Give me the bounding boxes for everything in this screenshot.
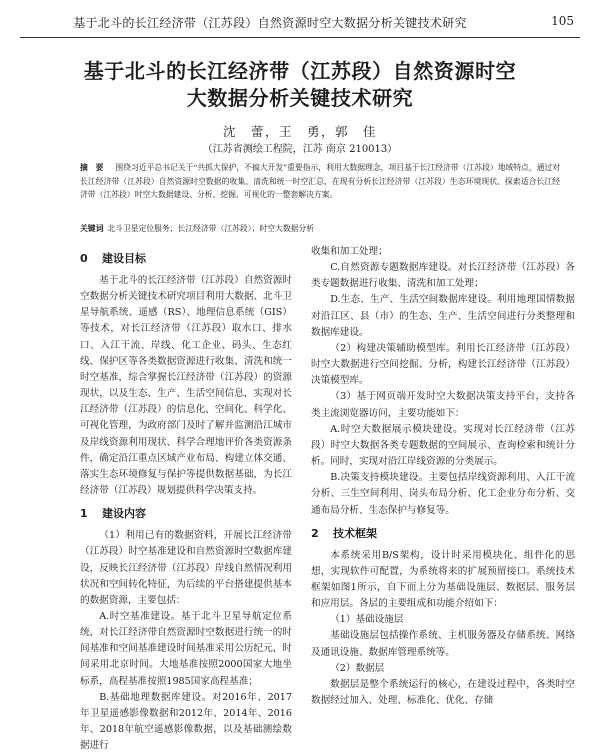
abstract-label: 摘 要 bbox=[80, 163, 104, 172]
abstract bbox=[80, 161, 560, 202]
keywords-text: 北斗卫星定位服务；长江经济带（江苏段）；时空大数据分析 bbox=[107, 224, 315, 233]
keywords-label: 关键词 bbox=[80, 224, 104, 233]
paragraph: 本系统采用B/S架构，设计时采用模块化、组件化的思想，实现软件可配置，为系统将来的扩展预留接口。系统技术框架如图1所示，自下而上分为基础设施层、数据层、服务层和应用层。各层的主要组成和功能介绍如下： bbox=[311, 549, 575, 610]
page-number: 105 bbox=[551, 14, 574, 28]
paragraph: A.时空基准建设。基于北斗卫星导航定位系统，对长江经济带自然资源时空数据进行统一的时间基准和空间基准建设时间基准采用公历纪元，时间采用北京时间。大地基准按照2000国家大地坐标系，高程基准按照1985国家高程基准； bbox=[80, 610, 292, 687]
paper-title-line-2: 大数据分析关键技术研究 bbox=[186, 86, 414, 110]
paper-title bbox=[30, 58, 570, 112]
paragraph: B.基础地理数据库建设。对2016年、2017年卫星遥感影像数据和2012年、2014年、2016年、2018年航空遥感影像数据，以及基础测绘数据进行 bbox=[80, 691, 292, 752]
section-number: 0 bbox=[80, 252, 88, 265]
keywords bbox=[80, 222, 560, 235]
right-column bbox=[311, 244, 575, 709]
section-number: 1 bbox=[80, 507, 88, 521]
subheading: （2）数据层 bbox=[330, 662, 385, 674]
paragraph: 数据层是整个系统运行的核心，在建设过程中，各类时空数据经过加入、处理、标准化、优化、存储 bbox=[311, 678, 575, 707]
paragraph: 收集和加工处理； bbox=[311, 246, 388, 257]
paragraph: C.自然资源专题数据库建设。对长江经济带（江苏段）各类专题数据进行收集、清洗和加工处理； bbox=[311, 262, 575, 290]
section-heading bbox=[80, 250, 292, 268]
section-title: 建设内容 bbox=[102, 507, 146, 521]
section-title: 技术框架 bbox=[333, 526, 377, 540]
paragraph: A.时空大数据展示模块建设。实现对长江经济带（江苏段）时空大数据各类专题数据的空间展示、查询检索和统计分析。同时，实现对沿江岸线资源的分类展示。 bbox=[311, 423, 575, 468]
paragraph: （2）构建决策辅助模型库。利用长江经济带（江苏段）时空大数据进行空间挖掘、分析，构建长江经济带（江苏段）决策模型库。 bbox=[311, 342, 575, 387]
section-title: 建设目标 bbox=[102, 252, 146, 265]
running-head bbox=[20, 8, 580, 38]
section-heading bbox=[80, 505, 292, 523]
paper-title-line-1: 基于北斗的长江经济带（江苏段）自然资源时空 bbox=[83, 59, 517, 83]
paragraph: 基础设施层包括操作系统、主机服务器及存储系统、网络及通讯设施、数据库管理系统等。 bbox=[311, 630, 575, 658]
paragraph: （1）利用已有的数据资料，开展长江经济带（江苏段）时空基准建设和自然资源时空数据库建设，反映长江经济带（江苏段）岸线自然情况利用状况和空间转化特征，为后续的平台搭建提供基本的数据资源，主要包括： bbox=[80, 530, 292, 606]
paragraph: B.决策支持模块建设。主要包括岸线资源利用、入江干流分析、三生空间利用、岗头布局分析、化工企业分布分析、交通布局分析、生态保护与修复等。 bbox=[311, 472, 575, 516]
paragraph: （3）基于网页端开发时空大数据决策支持平台，支持各类主流浏览器访问，主要功能如下： bbox=[311, 391, 575, 419]
authors: 沈 蕾，王 勇，郭 佳 bbox=[222, 124, 377, 139]
section-heading bbox=[311, 525, 575, 543]
left-column bbox=[80, 244, 292, 754]
running-head-title: 基于北斗的长江经济带（江苏段）自然资源时空大数据分析关键技术研究 bbox=[73, 16, 467, 30]
abstract-text: 围绕习近平总书记关于“共抓大保护，不搞大开发”重要指示，利用大数据理念，项目基于长江经济带（江苏段）地域特点，通过对长江经济带（江苏段）自然资源时空数据的收集、清洗和统一时空汇总，在现有分析长江经济带（江苏段）生态环境现状、探索适合长江经济带（江苏段）时空大数据建设、分析、挖掘、可视化的一整套解决方案。 bbox=[80, 163, 561, 200]
paragraph: D.生态、生产、生活空间数据库建设。利用地理国情数据对沿江区、县（市）的生态、生产、生活空间进行分类整理和数据库建设。 bbox=[311, 294, 575, 338]
subheading: （1）基础设施层 bbox=[330, 614, 404, 626]
section-number: 2 bbox=[311, 526, 319, 540]
paragraph: 基于北斗的长江经济带（江苏段）自然资源时空数据分析关键技术研究项目利用大数据、北斗卫星导航系统、遥感（RS）、地理信息系统（GIS）等技术，对长江经济带（江苏段）取水口、排水口、入江干流、岸线、化工企业、码头、生态红线、保护区等各类数据资源进行收集、清洗和统一时空基准，综合掌握长江经济带（江苏段）的资源现状，以及生态、生产、生活空间信息，实现对长江经济带（江苏段）的信息化、空间化、科学化、可视化管理，为政府部门及时了解并监测沿江城市及岸线资源利用现状、科学合理地评价各类资源条件，确定沿江重点区域产业布局、构建立体交通、落实生态环境修复与保护等提供数据基础，为长江经济带（江苏段）规划提供科学决策支持。 bbox=[80, 275, 292, 497]
affiliation: （江苏省测绘工程院，江苏 南京 210013） bbox=[202, 144, 398, 155]
